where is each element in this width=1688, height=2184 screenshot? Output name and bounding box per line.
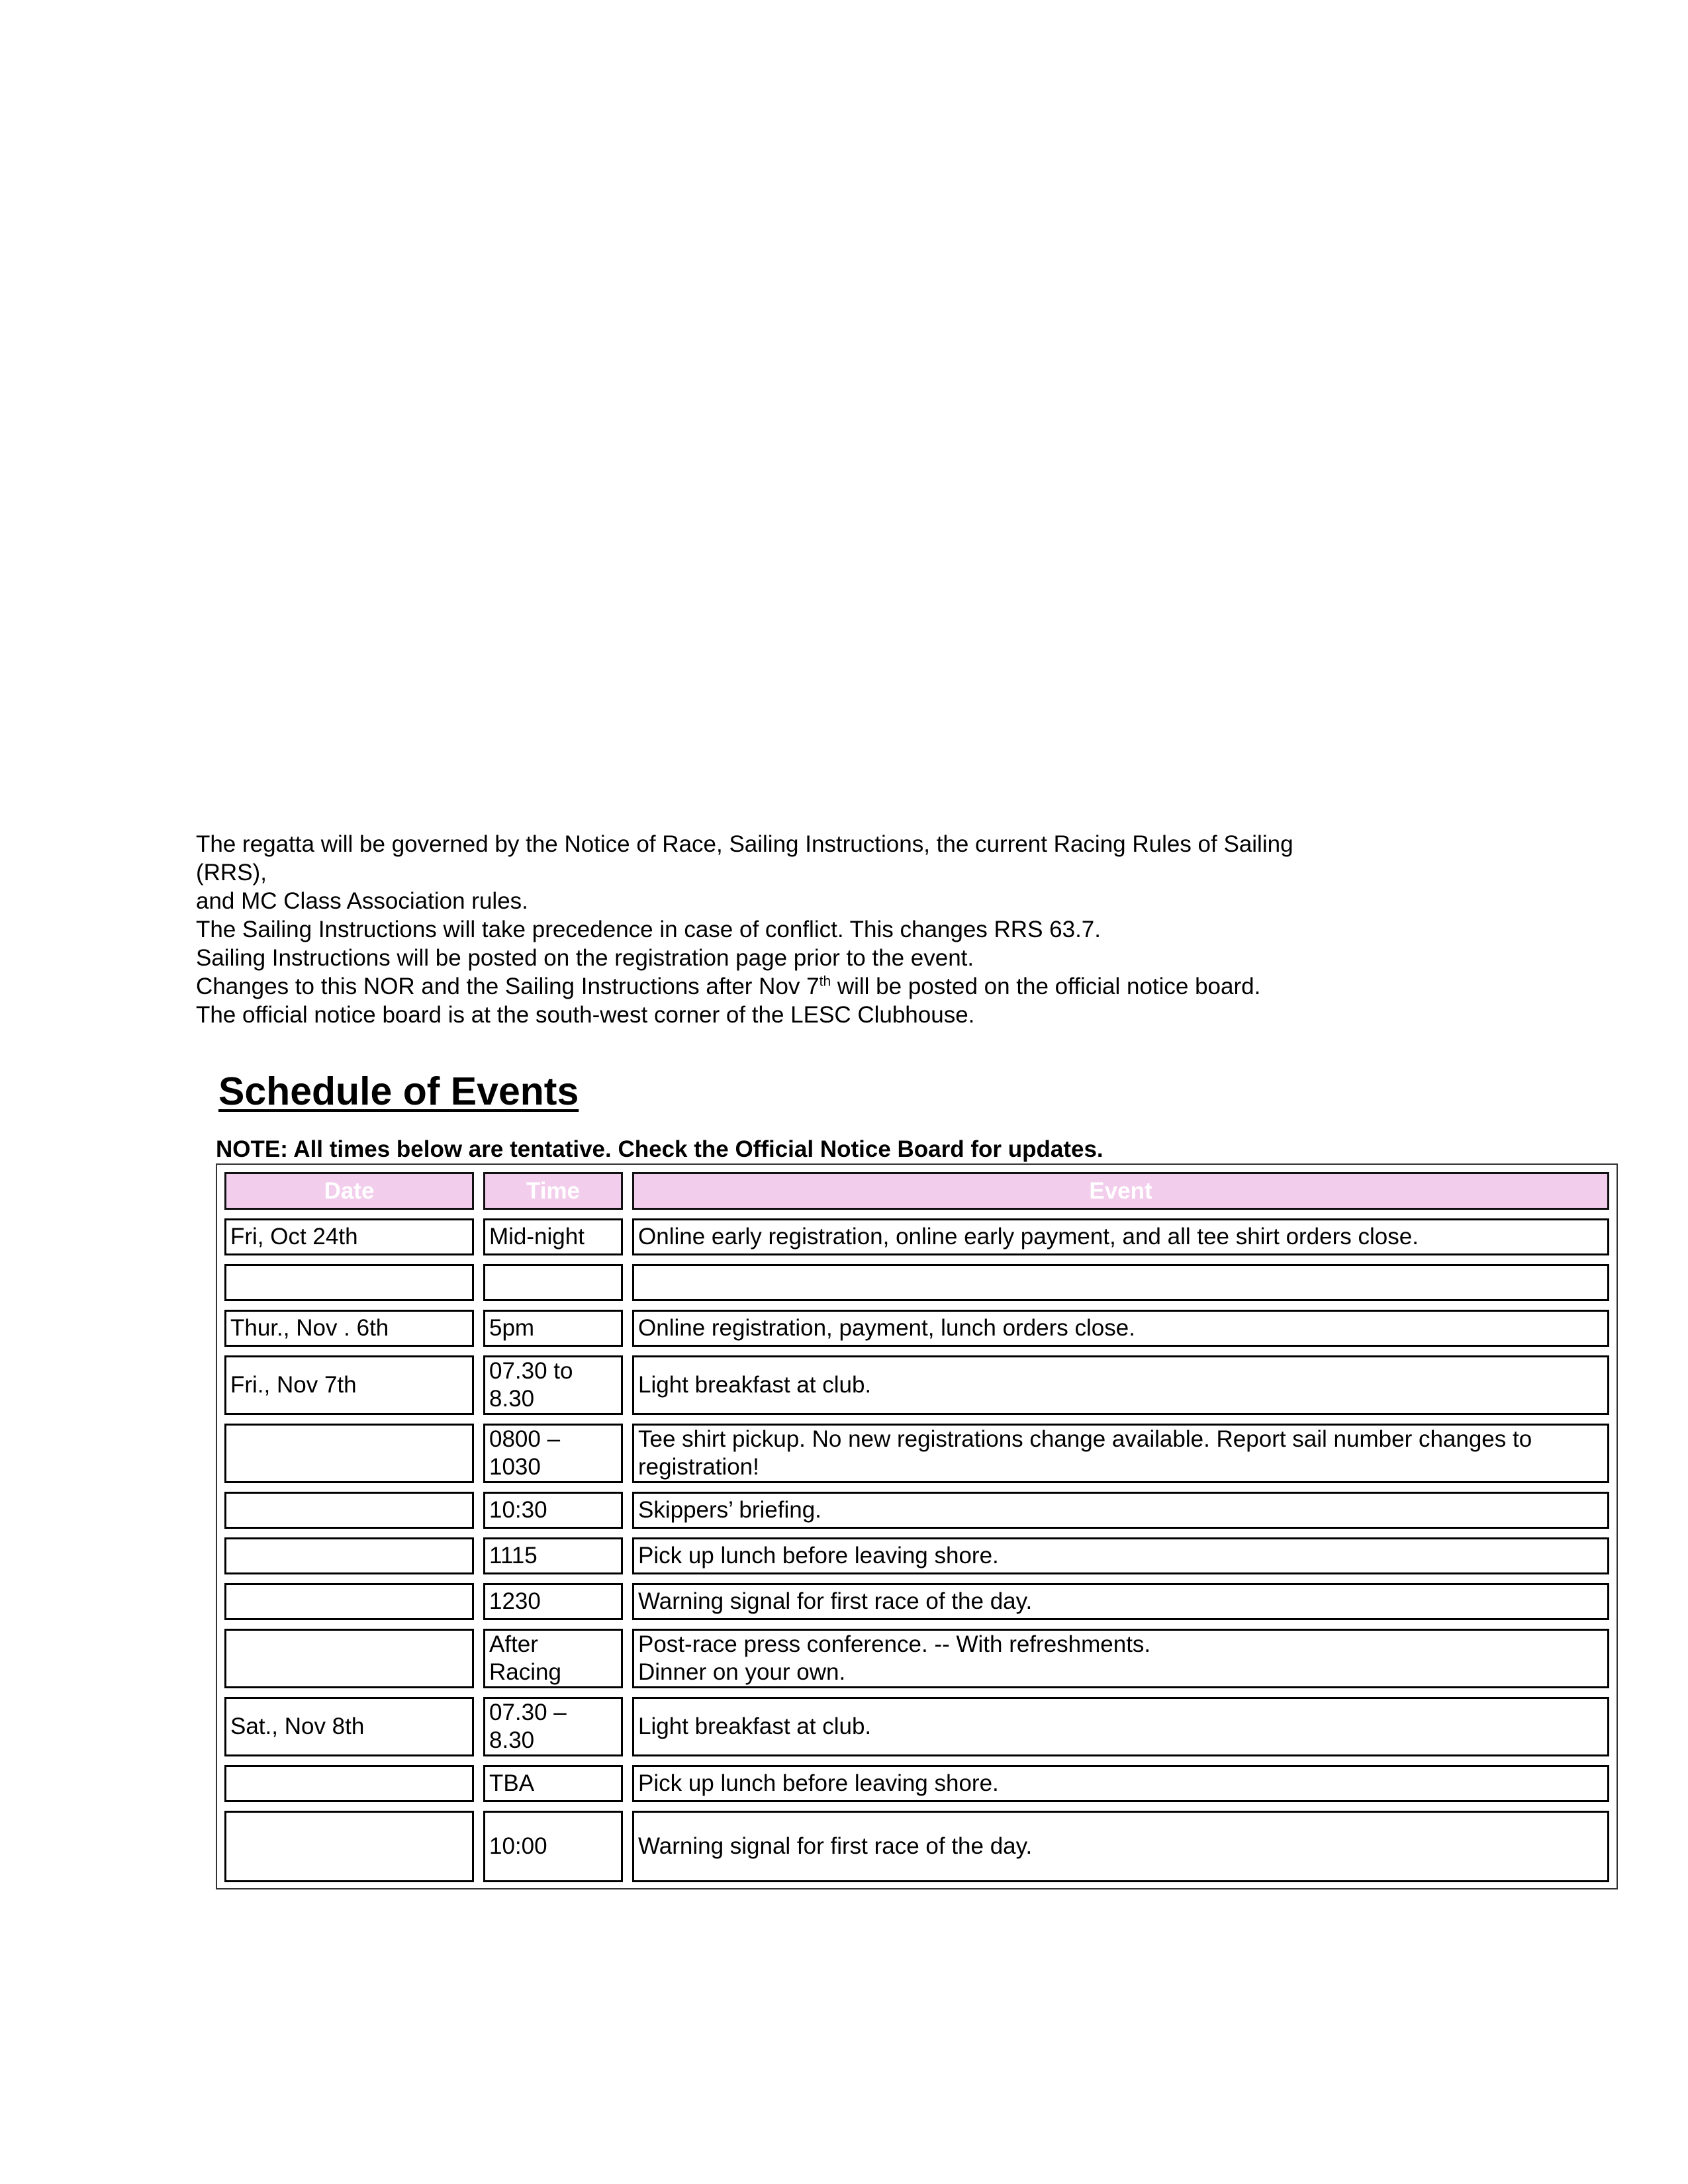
time-cell (483, 1355, 623, 1415)
intro-line: The regatta will be governed by the Notice of Race, Sailing Instructions, the current Racing Rules of Sailing (196, 831, 1293, 857)
date-cell: Fri., Nov 7th (224, 1355, 474, 1415)
event-cell (632, 1629, 1609, 1688)
time-line: Racing (489, 1659, 561, 1685)
table-row (224, 1355, 1609, 1415)
date-cell (224, 1811, 474, 1882)
event-line: Pick up lunch before leaving shore. (638, 1770, 999, 1796)
table-row (224, 1218, 1609, 1255)
event-line: Online registration, payment, lunch orders close. (638, 1315, 1135, 1341)
event-line: Light breakfast at club. (638, 1713, 872, 1739)
time-cell (483, 1310, 623, 1347)
event-line: registration! (638, 1454, 759, 1480)
date-cell (224, 1765, 474, 1802)
intro-line: and MC Class Association rules. (196, 888, 528, 914)
time-cell (483, 1697, 623, 1756)
event-cell (632, 1583, 1609, 1620)
event-line: Warning signal for first race of the day. (638, 1588, 1033, 1614)
time-line: 1115 (489, 1543, 538, 1569)
table-row (224, 1310, 1609, 1347)
time-cell (483, 1492, 623, 1529)
event-line: Warning signal for first race of the day. (638, 1833, 1033, 1859)
time-cell (483, 1537, 623, 1574)
date-cell (224, 1264, 474, 1301)
time-line: 5pm (489, 1315, 535, 1341)
date-cell: Sat., Nov 8th (224, 1697, 474, 1756)
time-line: 07.30 – (489, 1700, 567, 1725)
time-line: After (489, 1631, 538, 1657)
intro-changes-line (196, 972, 1454, 1001)
date-cell: Thur., Nov . 6th (224, 1310, 474, 1347)
date-cell (224, 1424, 474, 1483)
schedule-table (216, 1163, 1618, 1889)
column-header-event: Event (632, 1172, 1609, 1210)
time-cell (483, 1583, 623, 1620)
time-line: 8.30 (489, 1386, 535, 1412)
changes-ordinal: th (819, 974, 831, 989)
table-row (224, 1583, 1609, 1620)
intro-line: The official notice board is at the south-west corner of the LESC Clubhouse. (196, 1002, 975, 1028)
time-cell (483, 1811, 623, 1882)
event-line: Dinner on your own. (638, 1659, 846, 1685)
table-row (224, 1697, 1609, 1756)
time-line: 10:00 (489, 1833, 547, 1859)
event-cell (632, 1218, 1609, 1255)
table-row (224, 1765, 1609, 1802)
table-body (224, 1218, 1609, 1882)
schedule-title: Schedule of Events (218, 1069, 579, 1113)
date-cell (224, 1537, 474, 1574)
event-cell (632, 1310, 1609, 1347)
event-cell (632, 1424, 1609, 1483)
column-header-time: Time (483, 1172, 623, 1210)
event-line: Light breakfast at club. (638, 1372, 872, 1398)
intro-line: Sailing Instructions will be posted on the registration page prior to the event. (196, 945, 974, 971)
time-cell (483, 1264, 623, 1301)
event-cell (632, 1811, 1609, 1882)
event-cell (632, 1537, 1609, 1574)
schedule-note: NOTE: All times below are tentative. Check the Official Notice Board for updates. (216, 1136, 1103, 1162)
table-row (224, 1629, 1609, 1688)
event-cell (632, 1355, 1609, 1415)
intro-line: The Sailing Instructions will take precedence in case of conflict. This changes RRS 63.7. (196, 917, 1101, 942)
time-line: 8.30 (489, 1727, 535, 1753)
event-line: Post-race press conference. -- With refreshments. (638, 1631, 1151, 1657)
event-line: Tee shirt pickup. No new registrations change available. Report sail number changes to (638, 1426, 1532, 1452)
intro-paragraph (196, 830, 1454, 1029)
time-cell (483, 1218, 623, 1255)
table-header-row (224, 1172, 1609, 1210)
time-line: 10:30 (489, 1497, 547, 1523)
table-row (224, 1492, 1609, 1529)
event-cell (632, 1765, 1609, 1802)
time-line: 1230 (489, 1588, 541, 1614)
date-cell: Fri, Oct 24th (224, 1218, 474, 1255)
time-line: Mid-night (489, 1224, 585, 1250)
time-line: TBA (489, 1770, 535, 1796)
time-line: 1030 (489, 1454, 541, 1480)
event-cell (632, 1492, 1609, 1529)
changes-text-end: will be posted on the official notice board. (831, 974, 1261, 999)
event-line: Online early registration, online early payment, and all tee shirt orders close. (638, 1224, 1419, 1250)
table-row (224, 1537, 1609, 1574)
table-row (224, 1811, 1609, 1882)
time-cell (483, 1629, 623, 1688)
time-cell (483, 1424, 623, 1483)
time-line: 07.30 to (489, 1358, 573, 1384)
event-line: Skippers’ briefing. (638, 1497, 821, 1523)
date-cell (224, 1492, 474, 1529)
table-row (224, 1264, 1609, 1301)
changes-text: Changes to this NOR and the Sailing Instructions after Nov 7 (196, 974, 820, 999)
time-cell (483, 1765, 623, 1802)
time-line: 0800 – (489, 1426, 561, 1452)
event-cell (632, 1264, 1609, 1301)
event-cell (632, 1697, 1609, 1756)
intro-line: (RRS), (196, 860, 267, 886)
date-cell (224, 1583, 474, 1620)
date-cell (224, 1629, 474, 1688)
event-line: Pick up lunch before leaving shore. (638, 1543, 999, 1569)
column-header-date: Date (224, 1172, 474, 1210)
table-row (224, 1424, 1609, 1483)
